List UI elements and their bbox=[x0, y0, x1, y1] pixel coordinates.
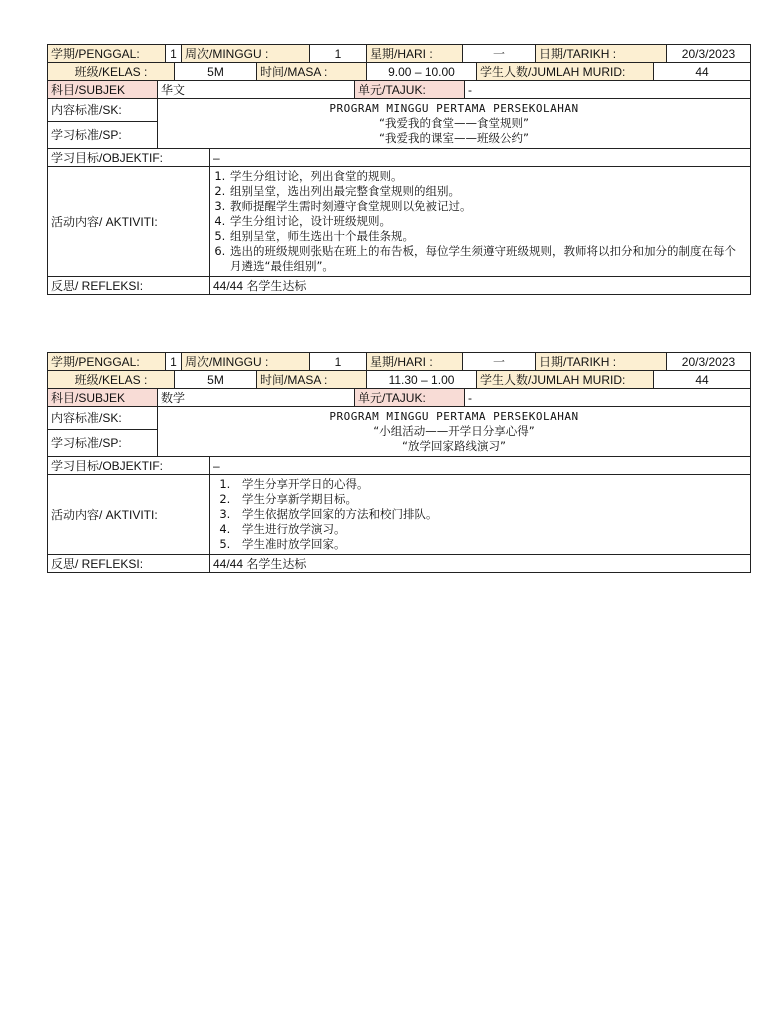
activity-table bbox=[47, 149, 751, 295]
lesson-plan-1 bbox=[47, 44, 750, 295]
kelas-value: 5M bbox=[175, 63, 257, 81]
subject-table bbox=[47, 81, 751, 99]
activity-list bbox=[214, 477, 746, 552]
jumlah-murid-value: 44 bbox=[654, 63, 751, 81]
refleksi-value: 44/44 名学生达标 bbox=[210, 277, 751, 295]
objektif-label: 学习目标/OBJEKTIF: bbox=[48, 149, 210, 167]
refleksi-label: 反思/ REFLEKSI: bbox=[48, 555, 210, 573]
list-item: 6. 选出的班级规则张贴在班上的布告板，每位学生须遵守班级规则，教师将以扣分和加分的制度在每个月遴选“最佳组别”。 bbox=[229, 244, 746, 274]
sk-label: 内容标准/SK: bbox=[48, 99, 158, 121]
masa-value: 11.30 – 1.00 bbox=[367, 371, 477, 389]
list-item: 3. 教师提醒学生需时刻遵守食堂规则以免被记过。 bbox=[229, 199, 746, 214]
objektif-value: – bbox=[210, 457, 751, 475]
penggal-value: 1 bbox=[166, 45, 182, 63]
kelas-value: 5M bbox=[175, 371, 257, 389]
aktiviti-label: 活动内容/ AKTIVITI: bbox=[48, 475, 210, 555]
refleksi-value: 44/44 名学生达标 bbox=[210, 555, 751, 573]
activity-list bbox=[214, 169, 746, 274]
standards-line-3: “我爱我的课室——班级公约” bbox=[379, 131, 529, 145]
standards-line-1: PROGRAM MINGGU PERTAMA PERSEKOLAHAN bbox=[329, 102, 579, 115]
list-item: 2. 学生分享新学期目标。 bbox=[234, 492, 746, 507]
activity-table bbox=[47, 457, 751, 573]
standards-content bbox=[158, 99, 751, 149]
tajuk-value: - bbox=[465, 81, 751, 99]
standards-table bbox=[47, 99, 751, 149]
jumlah-murid-label: 学生人数/JUMLAH MURID: bbox=[477, 63, 654, 81]
tarikh-label: 日期/TARIKH : bbox=[536, 45, 667, 63]
subject-table bbox=[47, 389, 751, 407]
sp-label: 学习标准/SP: bbox=[48, 429, 158, 456]
kelas-label: 班级/KELAS : bbox=[48, 371, 175, 389]
aktiviti-label: 活动内容/ AKTIVITI: bbox=[48, 167, 210, 277]
tajuk-label: 单元/TAJUK: bbox=[355, 81, 465, 99]
sp-label: 学习标准/SP: bbox=[48, 121, 158, 148]
subjek-value: 数学 bbox=[158, 389, 355, 407]
list-item: 5. 组别呈堂，师生选出十个最佳条规。 bbox=[229, 229, 746, 244]
list-item: 2. 组别呈堂，选出列出最完整食堂规则的组别。 bbox=[229, 184, 746, 199]
tarikh-value: 20/3/2023 bbox=[667, 45, 751, 63]
tarikh-value: 20/3/2023 bbox=[667, 353, 751, 371]
minggu-label: 周次/MINGGU : bbox=[182, 45, 310, 63]
tajuk-label: 单元/TAJUK: bbox=[355, 389, 465, 407]
jumlah-murid-value: 44 bbox=[654, 371, 751, 389]
header-table-2 bbox=[47, 63, 751, 81]
subjek-value: 华文 bbox=[158, 81, 355, 99]
minggu-label: 周次/MINGGU : bbox=[182, 353, 310, 371]
standards-line-3: “放学回家路线演习” bbox=[402, 439, 506, 453]
hari-value: 一 bbox=[463, 45, 536, 63]
list-item: 4. 学生分组讨论，设计班级规则。 bbox=[229, 214, 746, 229]
header-table bbox=[47, 44, 751, 63]
masa-label: 时间/MASA : bbox=[257, 371, 367, 389]
standards-line-2: “小组活动——开学日分享心得” bbox=[373, 424, 535, 438]
list-item: 4. 学生进行放学演习。 bbox=[234, 522, 746, 537]
penggal-label: 学期/PENGGAL: bbox=[48, 353, 166, 371]
list-item: 3. 学生依据放学回家的方法和校门排队。 bbox=[234, 507, 746, 522]
subjek-label: 科目/SUBJEK bbox=[48, 389, 158, 407]
refleksi-label: 反思/ REFLEKSI: bbox=[48, 277, 210, 295]
penggal-label: 学期/PENGGAL: bbox=[48, 45, 166, 63]
kelas-label: 班级/KELAS : bbox=[48, 63, 175, 81]
list-item: 1. 学生分享开学日的心得。 bbox=[234, 477, 746, 492]
objektif-value: – bbox=[210, 149, 751, 167]
jumlah-murid-label: 学生人数/JUMLAH MURID: bbox=[477, 371, 654, 389]
header-table bbox=[47, 352, 751, 371]
masa-label: 时间/MASA : bbox=[257, 63, 367, 81]
minggu-value: 1 bbox=[310, 353, 367, 371]
hari-value: 一 bbox=[463, 353, 536, 371]
hari-label: 星期/HARI : bbox=[367, 353, 463, 371]
hari-label: 星期/HARI : bbox=[367, 45, 463, 63]
tajuk-value: - bbox=[465, 389, 751, 407]
list-item: 5. 学生准时放学回家。 bbox=[234, 537, 746, 552]
standards-content bbox=[158, 407, 751, 457]
masa-value: 9.00 – 10.00 bbox=[367, 63, 477, 81]
aktiviti-content bbox=[210, 167, 751, 277]
standards-line-2: “我爱我的食堂——食堂规则” bbox=[379, 116, 529, 130]
header-table-2 bbox=[47, 371, 751, 389]
aktiviti-content bbox=[210, 475, 751, 555]
objektif-label: 学习目标/OBJEKTIF: bbox=[48, 457, 210, 475]
sk-label: 内容标准/SK: bbox=[48, 407, 158, 429]
minggu-value: 1 bbox=[310, 45, 367, 63]
standards-line-1: PROGRAM MINGGU PERTAMA PERSEKOLAHAN bbox=[329, 410, 579, 423]
lesson-plan-2 bbox=[47, 352, 750, 573]
penggal-value: 1 bbox=[166, 353, 182, 371]
tarikh-label: 日期/TARIKH : bbox=[536, 353, 667, 371]
subjek-label: 科目/SUBJEK bbox=[48, 81, 158, 99]
list-item: 1. 学生分组讨论，列出食堂的规则。 bbox=[229, 169, 746, 184]
standards-table bbox=[47, 407, 751, 457]
